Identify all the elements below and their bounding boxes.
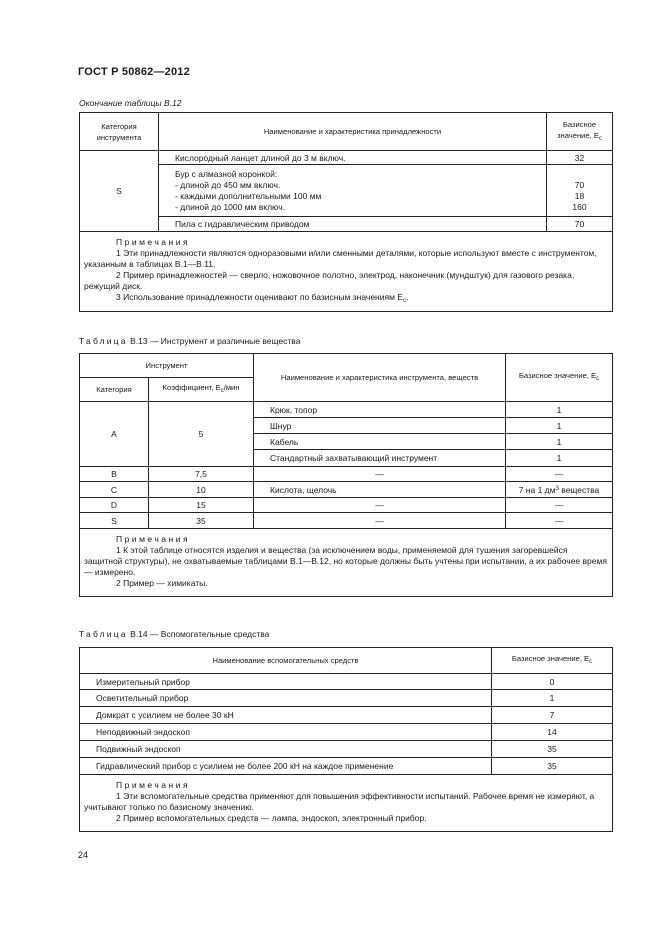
table14-col-name: Наименование вспомогательных средств: [80, 648, 492, 674]
table-row: Осветительный прибор 1: [80, 690, 613, 707]
standard-header: ГОСТ Р 50862—2012: [78, 66, 190, 78]
table13-col-name: Наименование и характеристика инструмента, веществ: [254, 354, 506, 402]
table14: [79, 647, 613, 832]
table12: [79, 112, 613, 312]
table13: [79, 353, 613, 597]
table13-col-group: Инструмент: [80, 354, 254, 378]
table-row: Шнур 1: [80, 418, 613, 434]
table-row: Подвижный эндоскоп 35: [80, 741, 613, 758]
table-row: Измерительный прибор 0: [80, 674, 613, 690]
page-number: 24: [78, 850, 89, 860]
table13-caption: Таблица В.13 — Инструмент и различные вещества: [79, 336, 301, 346]
table-row: В 7,5 — —: [80, 467, 613, 482]
table14-col-value: Базисное значение, $E_c$: [492, 648, 613, 674]
table13-col-category: Категория: [80, 378, 149, 402]
table-row: Домкрат с усилием не более 30 кН 7: [80, 707, 613, 724]
table12-col-value: Базисное значение, $E_c$: [547, 113, 613, 151]
table13-col-value: Базисное значение, $E_c$: [506, 354, 613, 402]
table-row: Пила с гидравлическим приводом 70: [80, 217, 613, 232]
table-row: Кабель 1: [80, 434, 613, 450]
table-row: D 15 — —: [80, 498, 613, 513]
table12-caption: Окончание таблицы В.12: [79, 98, 182, 108]
table14-notes: Примечания 1 Эти вспомогательные средства применяют для повышения эффективности испытаний. Рабочее время не измеряют, а учитывают только по базисному значению. 2 Пример вспомогательных средств — лампа, эндоскоп, электронный прибор.: [80, 775, 613, 832]
table-row: Бур с алмазной коронкой: - длиной до 450 мм включ. - каждыми дополнительными 100 мм - длиной до 1000 мм включ. 70 18 160: [80, 165, 613, 217]
table12-notes: Примечания 1 Эти принадлежности являются одноразовыми и/или сменными деталями, которые используют вместе с инструментом, указанным в таблицах В.1—В.11. 2 Пример принадлежностей — сверло, ножовочное полотно, электрод, наконечник (мундштук) для газового резака, режущий диск. 3 Использование принадлежности оценивают по базисным значениям $E_c$.: [80, 232, 613, 312]
table-row: С 10 Кислота, щелочь 7 на 1 $дм^3$ вещества: [80, 482, 613, 498]
table-row: Неподвижный эндоскоп 14: [80, 724, 613, 741]
table13-notes: Примечания 1 К этой таблице относятся изделия и вещества (за исключением воды, применяемой для тушения загоревшейся защитной структуры), не охватываемые таблицами В.1—В.12, но которые должны быть учтены при испытании, а их рабочее время — измерено. 2 Пример — химикаты.: [80, 529, 613, 597]
table13-col-coef: Коэффициент, $E_c$/мин: [149, 378, 254, 402]
table12-col-category: Категория инструмента: [80, 113, 159, 151]
table12-col-name: Наименование и характеристика принадлежности: [159, 113, 547, 151]
table-row: S 35 — —: [80, 513, 613, 529]
table14-caption: Таблица В.14 — Вспомогательные средства: [79, 629, 270, 639]
table-row: А 5 Крюк, топор 1: [80, 402, 613, 418]
table-row: Стандартный захватывающий инструмент 1: [80, 450, 613, 467]
table12-category-cell: S: [80, 151, 159, 232]
table-row: Гидравлический прибор с усилием не более 200 кН на каждое применение 35: [80, 758, 613, 775]
table-row: S Кислородный ланцет длиной до 3 м включ. 32: [80, 151, 613, 165]
